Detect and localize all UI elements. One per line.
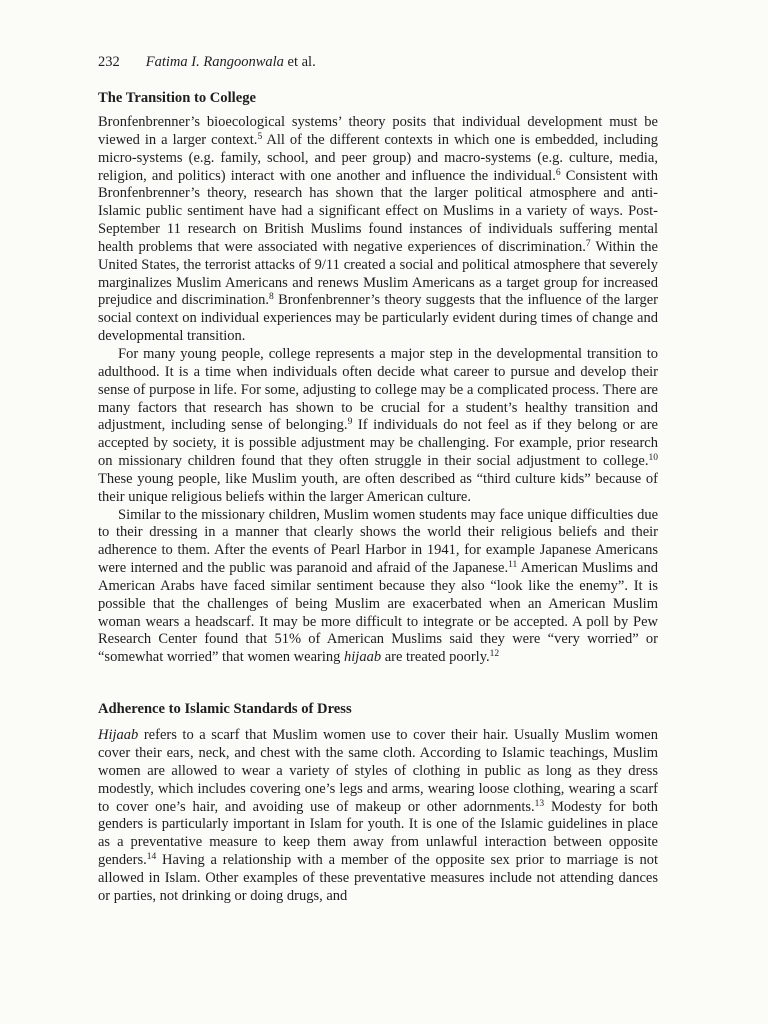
italic-term: hijaab (344, 649, 382, 666)
footnote-ref: 14 (146, 852, 157, 863)
section-spacer (98, 667, 658, 699)
paragraph-missionary-children (98, 507, 658, 668)
footnote-ref: 7 (585, 238, 591, 249)
paragraph-college-transition (98, 346, 658, 507)
section-heading-transition: The Transition to College (98, 90, 256, 106)
text-run: Similar to the missionary children, Muslim women students may face unique difficulties due to their dressing in a manner that clearly shows the world their religious beliefs and their adherence to them. After the events of Pearl Harbor in 1941, for example Japanese Americans were interned and the public was paranoid and afraid of the Japanese. (98, 506, 658, 577)
section-heading-dress: Adherence to Islamic Standards of Dress (98, 701, 352, 718)
author-name: Fatima I. Rangoonwala (145, 54, 284, 70)
paragraph-bronfenbrenner (98, 114, 658, 346)
footnote-ref: 8 (269, 292, 274, 303)
text-run: If individuals do not feel as if they belong or are accepted by society, it is possible adjustment may be challenging. For example, prior research on missionary children found that they often struggle in their social adjustment to college. (98, 417, 658, 470)
author-suffix: et al. (283, 54, 316, 70)
text-run: American Muslims and American Arabs have faced similar sentiment because they also “look like the enemy”. It is possible that the challenges of being Muslim are exacerbated when an American Muslim woman wears a headscarf. It may be more difficult to integrate or be accepted. A poll by Pew Research Center found that 51% of American Muslims said they were “very worried” or “somewhat worried” that women wearing (98, 560, 658, 666)
running-header (98, 52, 658, 72)
footnote-ref: 9 (347, 417, 353, 428)
text-run: are treated poorly. (381, 649, 490, 666)
text-run: refers to a scarf that Muslim women use to cover their hair. Usually Muslim women cover their ears, neck, and chest with the same cloth. According to Islamic teachings, Muslim women are allowed to wear a variety of styles of clothing in public as long as they dress modestly, which includes covering one’s legs and arms, wearing loose clothing, wearing a scarf to cover one’s hair, and avoiding use of makeup or other adornments. (98, 727, 658, 815)
footnote-ref: 11 (508, 560, 518, 571)
page-number: 232 (98, 54, 120, 70)
text-run: Having a relationship with a member of the opposite sex prior to marriage is not allowed in Islam. Other examples of these preventative measures include not attending dances or parties, not drinking or doing drugs, and (98, 852, 658, 904)
footnote-ref: 12 (489, 649, 500, 660)
text-run: For many young people, college represents a major step in the developmental transition to adulthood. It is a time when individuals often decide what career to pursue and develop their sense of purpose in life. For some, adjusting to college may be a complicated process. There are many factors that research has shown to be crucial for a student’s healthy transition and adjustment, including sense of belonging. (98, 345, 658, 434)
text-run: All of the different contexts in which one is embedded, including micro-systems (e.g. family, school, and peer group) and macro-systems (e.g. culture, media, religion, and politics) interact with one another and influence the individual. (98, 131, 658, 184)
footnote-ref: 5 (257, 131, 263, 142)
footnote-ref: 10 (648, 453, 658, 464)
footnote-ref: 6 (555, 167, 561, 178)
paragraph-hijaab (98, 727, 658, 905)
footnote-ref: 13 (534, 798, 545, 809)
text-run: Bronfenbrenner’s bioecological systems’ theory posits that individual development must be viewed in a larger context. (98, 114, 658, 148)
text-run: These young people, like Muslim youth, are often described as “third culture kids” because of their unique religious beliefs within the larger American culture. (98, 470, 658, 505)
text-run: Bronfenbrenner’s theory suggests that the influence of the larger social context on individual experiences may be particularly evident during times of change and developmental transition. (98, 292, 658, 345)
italic-term: Hijaab (98, 727, 139, 744)
text-run: Modesty for both genders is particularly important in Islam for youth. It is one of the Islamic guidelines in place as a preventative measure to keep them away from unlawful interaction between opposite genders. (98, 798, 659, 869)
text-run: Consistent with Bronfenbrenner’s theory, research has shown that the larger political atmosphere and anti-Islamic public sentiment have had a significant effect on Muslims in a variety of ways. Post-September 11 research on British Muslims found instances of individuals suffering mental health problems that were associated with negative experiences of discrimination. (98, 167, 658, 255)
text-run: Within the United States, the terrorist attacks of 9/11 created a social and political atmosphere that severely marginalizes Muslim Americans and renews Muslim Americans as a target group for increased prejudice and discrimination. (98, 238, 658, 309)
